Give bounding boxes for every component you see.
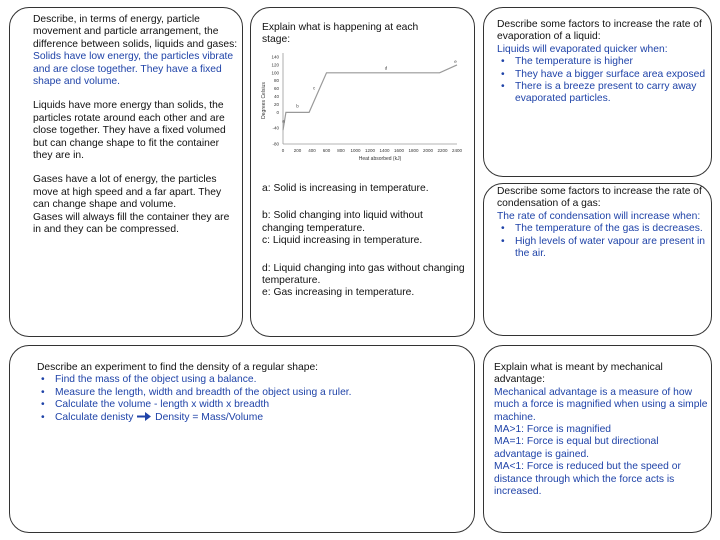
solids-answer: Solids have low energy, the particles vibrate and are close together. They have a fixed shape and volume. [33, 51, 234, 88]
stage-d: d: Liquid changing into gas without changing temperature. [262, 262, 465, 287]
evaporation-item: • They have a bigger surface area exposed [497, 69, 707, 81]
mechanical-definition: Mechanical advantage is a measure of how much a force is magnified when using a simple machine. [494, 386, 708, 423]
stage-b: b: Solid changing into liquid without changing temperature. [262, 210, 423, 234]
stage-c: c: Liquid increasing in temperature. [262, 235, 423, 247]
stage-label: a [282, 118, 285, 124]
stage-a: a: Solid is increasing in temperature. [262, 183, 429, 194]
density-step: • Measure the length, width and breadth of the object using a ruler. [37, 387, 467, 399]
stage-label: e [454, 58, 457, 64]
evaporation-content [497, 19, 707, 106]
y-tick-label: 100 [271, 70, 279, 76]
evaporation-item: • The temperature is higher [497, 56, 707, 68]
gases-answer: Gases have a lot of energy, the particles move at high speed and a far apart. They can change shape and volume. [33, 174, 222, 211]
evaporation-item: • There is a breeze present to carry away evaporated particles. [497, 81, 707, 106]
y-tick-label: 20 [273, 101, 279, 107]
liquids-answer: Liquids have more energy than solids, the particles rotate around each other and are close together. They have a fixed volumed but can change shape to fit the container they are in. [33, 100, 226, 162]
x-tick-label: 2000 [422, 148, 434, 153]
y-tick-label: 0 [276, 109, 279, 115]
heating-stages [262, 183, 467, 300]
x-tick-label: 800 [337, 148, 345, 153]
density-step-suffix: Density = Mass/Volume [155, 411, 264, 423]
density-question: Describe an experiment to find the density of a regular shape: [37, 362, 319, 373]
condensation-item: • The temperature of the gas is decreases. [497, 223, 707, 235]
x-tick-label: 2200 [437, 148, 448, 153]
density-step: • Calculate the volume - length x width x breadth [37, 399, 467, 411]
density-steps [37, 374, 467, 424]
evaporation-question: Describe some factors to increase the rate of evaporation of a liquid: [497, 19, 702, 43]
density-step-prefix: Calculate denisty [55, 411, 134, 423]
x-tick-label: 1200 [364, 148, 376, 153]
density-content [37, 362, 467, 424]
x-tick-label: 1600 [393, 148, 405, 153]
x-tick-label: 1800 [408, 148, 419, 153]
x-tick-label: 200 [293, 148, 302, 153]
y-axis-title: Degrees Celsius [261, 82, 267, 119]
x-tick-label: 600 [322, 148, 331, 153]
stage-label: b [296, 103, 299, 109]
y-tick-label: 40 [273, 94, 279, 100]
mechanical-question: Explain what is meant by mechanical advantage: [494, 362, 663, 386]
mechanical-ma-equal: MA=1: Force is equal but directional advantage is gained. [494, 436, 659, 460]
y-tick-label: 80 [273, 78, 279, 84]
condensation-intro: The rate of condensation will increase when: [497, 210, 701, 222]
x-tick-label: 2400 [451, 148, 463, 153]
x-tick-label: 400 [308, 148, 316, 153]
stage-e: e: Gas increasing in temperature. [262, 287, 415, 299]
heating-question: Explain what is happening at each stage: [262, 22, 419, 46]
y-tick-label: 60 [273, 86, 279, 92]
stage-label: d [384, 65, 388, 71]
evaporation-intro: Liquids will evaporated quicker when: [497, 43, 668, 55]
y-tick-label: 140 [271, 54, 279, 60]
mechanical-advantage-content [494, 362, 708, 498]
right-arrow-icon [137, 412, 151, 421]
condensation-list [497, 223, 707, 260]
density-step: • Find the mass of the object using a balance. [37, 374, 467, 386]
density-step [37, 412, 467, 424]
stage-label: c [313, 85, 316, 91]
x-tick-label: 1000 [350, 148, 361, 153]
y-tick-label: -40 [272, 125, 279, 131]
condensation-item: • High levels of water vapour are present in the air. [497, 236, 707, 261]
evaporation-list [497, 56, 707, 106]
gases-answer-continued: Gases will always fill the container they are in and they can be compressed. [33, 211, 230, 236]
states-question: Describe, in terms of energy, particle movement and particle arrangement, the difference between solids, liquids and gases: [33, 14, 238, 50]
x-tick-label: 0 [281, 148, 285, 153]
mechanical-ma-less: MA<1: Force is reduced but the speed or distance through which the force acts is increased. [494, 461, 681, 498]
x-axis-title: Heat absorbed (kJ) [358, 156, 402, 162]
condensation-question: Describe some factors to increase the rate of condensation of a gas: [497, 186, 702, 210]
states-of-matter-content [33, 14, 238, 237]
condensation-content [497, 186, 707, 260]
mechanical-ma-greater: MA>1: Force is magnified [494, 424, 612, 436]
y-tick-label: -80 [272, 141, 279, 147]
y-tick-label: 120 [271, 62, 279, 68]
x-tick-label: 1400 [379, 148, 390, 153]
